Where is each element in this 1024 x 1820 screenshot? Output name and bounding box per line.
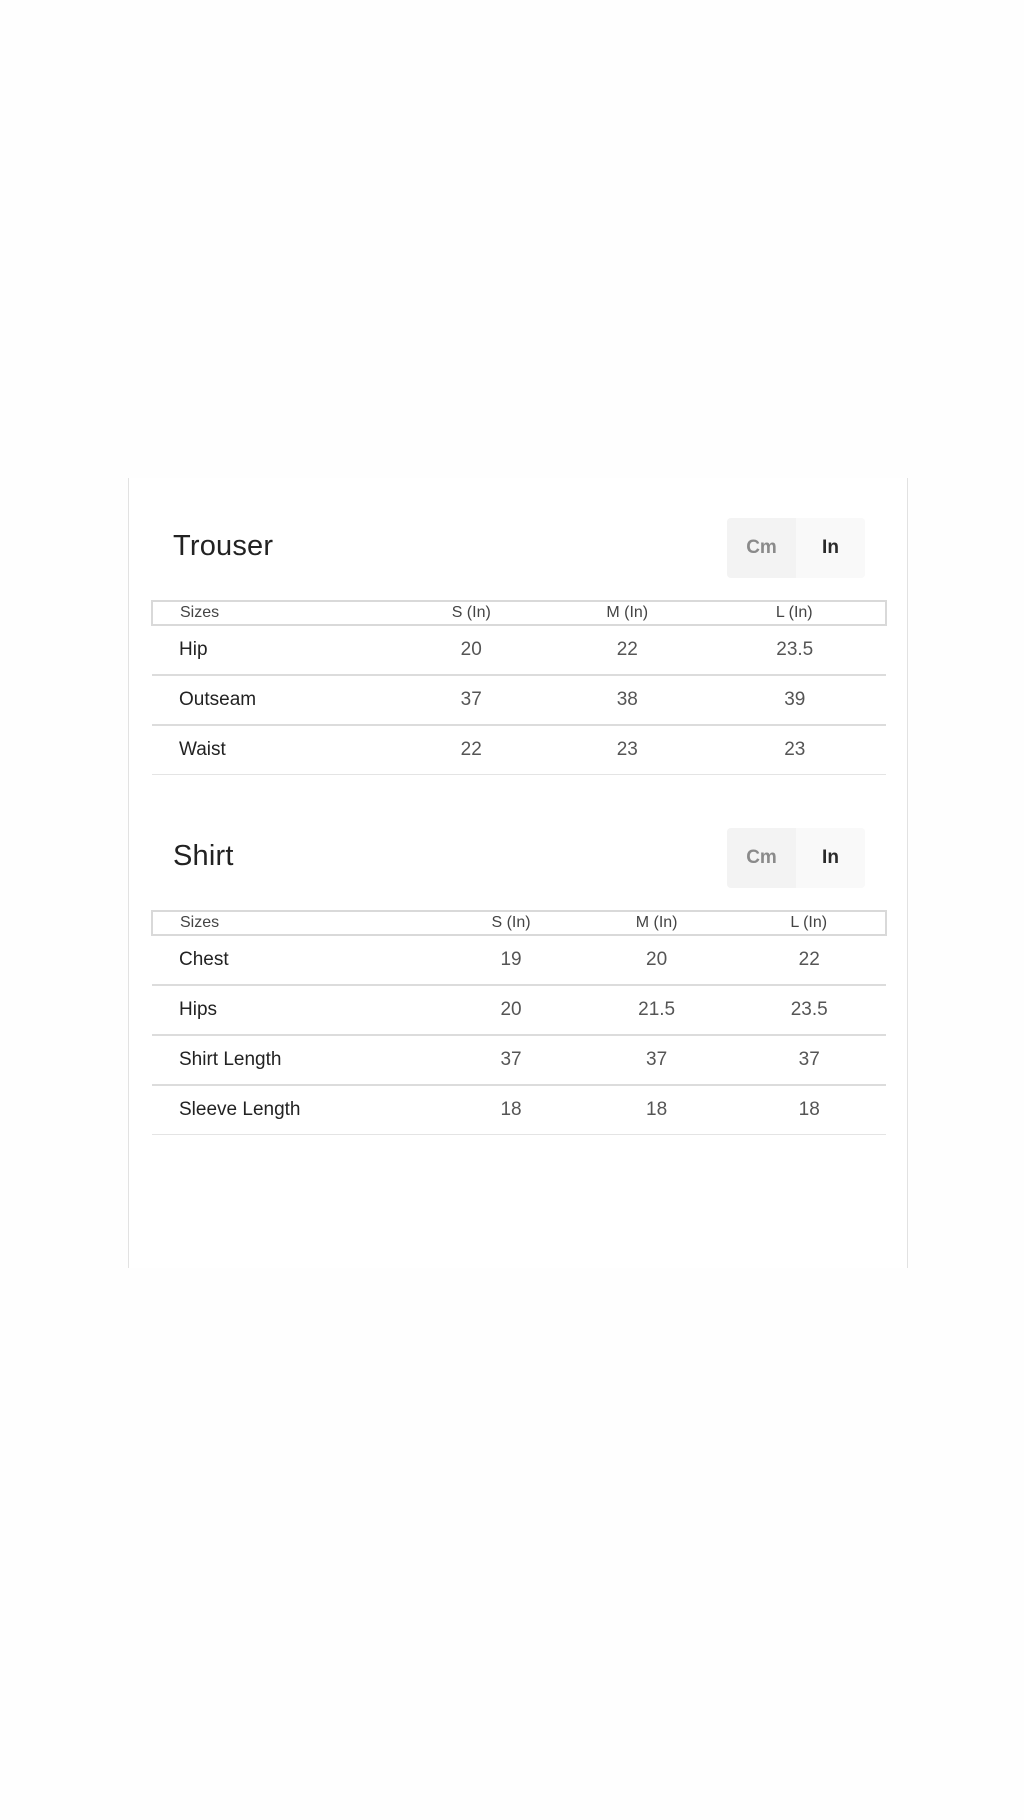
shirt-size-table xyxy=(151,910,887,1135)
cell-size-m: 21.5 xyxy=(638,999,676,1020)
trouser-size-section xyxy=(151,518,887,760)
shirt-unit-toggle xyxy=(727,828,865,888)
cell-size-l: 18 xyxy=(798,1099,820,1120)
cell-size-m: 37 xyxy=(646,1049,668,1070)
cell-size-s: 37 xyxy=(500,1049,522,1070)
table-row xyxy=(152,935,886,985)
cell-size-l: 22 xyxy=(798,949,820,970)
row-label: Chest xyxy=(179,949,229,970)
cell-size-l: 23.5 xyxy=(790,999,828,1020)
row-label: Shirt Length xyxy=(179,1049,282,1070)
cell-size-m: 22 xyxy=(616,639,638,660)
trouser-size-table xyxy=(151,600,887,775)
header-size-l: L (In) xyxy=(790,914,828,931)
table-header-row xyxy=(152,911,886,935)
cell-size-s: 22 xyxy=(460,739,482,760)
cell-size-m: 20 xyxy=(646,949,668,970)
cell-size-s: 37 xyxy=(460,689,482,710)
header-size-s: S (In) xyxy=(451,604,491,621)
cell-size-m: 38 xyxy=(616,689,638,710)
row-label: Waist xyxy=(179,739,226,760)
table-row xyxy=(152,625,886,675)
trouser-in-button[interactable]: In xyxy=(796,518,865,578)
table-row xyxy=(152,1035,886,1085)
cell-size-m: 18 xyxy=(646,1099,668,1120)
header-size-m: M (In) xyxy=(635,914,678,931)
trouser-title: Trouser xyxy=(173,530,274,562)
header-sizes: Sizes xyxy=(180,914,220,931)
cell-size-s: 19 xyxy=(500,949,522,970)
header-size-l: L (In) xyxy=(775,604,813,621)
shirt-section-header xyxy=(151,828,887,888)
table-row xyxy=(152,985,886,1035)
header-sizes: Sizes xyxy=(180,604,220,621)
table-row xyxy=(152,675,886,725)
row-label: Hip xyxy=(179,639,208,660)
shirt-cm-button[interactable]: Cm xyxy=(727,828,796,888)
size-chart-panel xyxy=(128,478,908,1268)
shirt-title: Shirt xyxy=(173,840,234,872)
row-label: Sleeve Length xyxy=(179,1099,301,1120)
cell-size-s: 20 xyxy=(460,639,482,660)
table-row xyxy=(152,725,886,775)
row-label: Hips xyxy=(179,999,218,1020)
trouser-section-header xyxy=(151,518,887,578)
trouser-cm-button[interactable]: Cm xyxy=(727,518,796,578)
shirt-size-section xyxy=(151,828,887,1120)
header-size-m: M (In) xyxy=(606,604,649,621)
cell-size-s: 18 xyxy=(500,1099,522,1120)
cell-size-l: 23 xyxy=(784,739,806,760)
cell-size-s: 20 xyxy=(500,999,522,1020)
cell-size-l: 39 xyxy=(784,689,806,710)
table-row xyxy=(152,1085,886,1135)
cell-size-l: 23.5 xyxy=(776,639,814,660)
table-header-row xyxy=(152,601,886,625)
trouser-unit-toggle xyxy=(727,518,865,578)
row-label: Outseam xyxy=(179,689,257,710)
shirt-in-button[interactable]: In xyxy=(796,828,865,888)
cell-size-m: 23 xyxy=(616,739,638,760)
cell-size-l: 37 xyxy=(798,1049,820,1070)
header-size-s: S (In) xyxy=(491,914,531,931)
